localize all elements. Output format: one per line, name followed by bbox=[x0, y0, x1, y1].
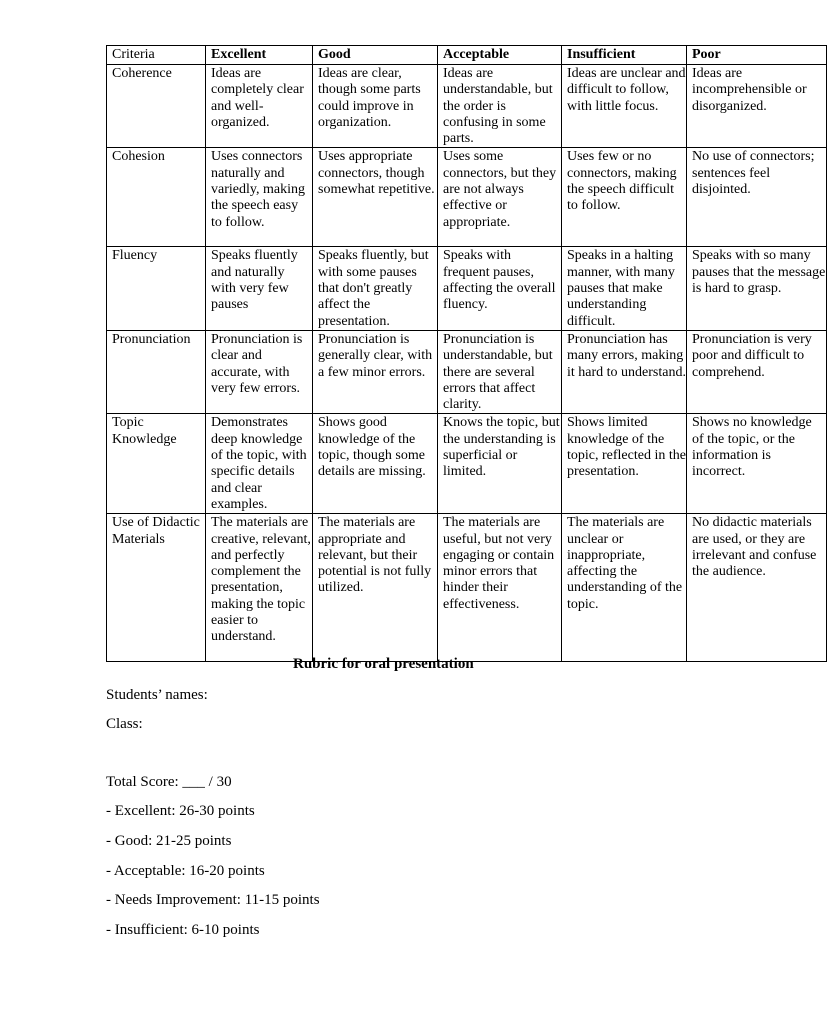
score-band-excellent: - Excellent: 26-30 points bbox=[106, 803, 255, 819]
rating-cell-poor: No use of connectors; sentences feel disjointed. bbox=[687, 148, 827, 247]
table-row bbox=[107, 514, 827, 662]
table-row bbox=[107, 65, 827, 148]
score-band-good: - Good: 21-25 points bbox=[106, 833, 232, 849]
rating-cell-insufficient: Pronunciation has many errors, making it hard to understand. bbox=[562, 330, 687, 413]
rating-cell-acceptable: Ideas are understandable, but the order is confusing in some parts. bbox=[438, 65, 562, 148]
criterion-cell: Cohesion bbox=[107, 148, 206, 247]
table-row bbox=[107, 247, 827, 330]
table-caption: Rubric for oral presentation bbox=[293, 656, 474, 672]
rating-cell-good: Speaks fluently, but with some pauses that don't greatly affect the presentation. bbox=[313, 247, 438, 330]
rating-cell-poor: Pronunciation is very poor and difficult to comprehend. bbox=[687, 330, 827, 413]
criterion-cell: Use of Didactic Materials bbox=[107, 514, 206, 662]
rating-cell-good: Shows good knowledge of the topic, though some details are missing. bbox=[313, 414, 438, 514]
rating-cell-excellent: Speaks fluently and naturally with very few pauses bbox=[206, 247, 313, 330]
rating-cell-poor: Speaks with so many pauses that the message is hard to grasp. bbox=[687, 247, 827, 330]
criterion-cell: Fluency bbox=[107, 247, 206, 330]
rating-cell-acceptable: Speaks with frequent pauses, affecting the overall fluency. bbox=[438, 247, 562, 330]
rubric-header-row bbox=[107, 46, 827, 65]
rating-cell-insufficient: Shows limited knowledge of the topic, reflected in the presentation. bbox=[562, 414, 687, 514]
criterion-cell: Coherence bbox=[107, 65, 206, 148]
rating-cell-excellent: Uses connectors naturally and variedly, making the speech easy to follow. bbox=[206, 148, 313, 247]
rating-cell-acceptable: The materials are useful, but not very engaging or contain minor errors that hinder their effectiveness. bbox=[438, 514, 562, 662]
header-excellent: Excellent bbox=[206, 46, 313, 65]
table-row bbox=[107, 330, 827, 413]
rating-cell-acceptable: Knows the topic, but the understanding is superficial or limited. bbox=[438, 414, 562, 514]
rating-cell-insufficient: The materials are unclear or inappropriate, affecting the understanding of the topic. bbox=[562, 514, 687, 662]
rating-cell-excellent: Demonstrates deep knowledge of the topic, with specific details and clear examples. bbox=[206, 414, 313, 514]
rating-cell-poor: Ideas are incomprehensible or disorganized. bbox=[687, 65, 827, 148]
rating-cell-good: Ideas are clear, though some parts could improve in organization. bbox=[313, 65, 438, 148]
header-good: Good bbox=[313, 46, 438, 65]
header-insufficient: Insufficient bbox=[562, 46, 687, 65]
table-row bbox=[107, 414, 827, 514]
rating-cell-poor: Shows no knowledge of the topic, or the information is incorrect. bbox=[687, 414, 827, 514]
criterion-cell: Pronunciation bbox=[107, 330, 206, 413]
rating-cell-good: Pronunciation is generally clear, with a few minor errors. bbox=[313, 330, 438, 413]
rating-cell-insufficient: Speaks in a halting manner, with many pauses that make understanding difficult. bbox=[562, 247, 687, 330]
rating-cell-insufficient: Uses few or no connectors, making the speech difficult to follow. bbox=[562, 148, 687, 247]
header-acceptable: Acceptable bbox=[438, 46, 562, 65]
header-criteria: Criteria bbox=[107, 46, 206, 65]
rating-cell-excellent: The materials are creative, relevant, and perfectly complement the presentation, making the topic easier to understand. bbox=[206, 514, 313, 662]
score-band-needs-improvement: - Needs Improvement: 11-15 points bbox=[106, 892, 320, 908]
rating-cell-good: Uses appropriate connectors, though somewhat repetitive. bbox=[313, 148, 438, 247]
criterion-cell: Topic Knowledge bbox=[107, 414, 206, 514]
students-names-line: Students’ names: bbox=[106, 687, 208, 703]
rating-cell-good: The materials are appropriate and relevant, but their potential is not fully utilized. bbox=[313, 514, 438, 662]
score-band-acceptable: - Acceptable: 16-20 points bbox=[106, 863, 265, 879]
total-score-line: Total Score: ___ / 30 bbox=[106, 774, 232, 790]
class-line: Class: bbox=[106, 716, 143, 732]
rating-cell-insufficient: Ideas are unclear and difficult to follow, with little focus. bbox=[562, 65, 687, 148]
header-poor: Poor bbox=[687, 46, 827, 65]
rating-cell-acceptable: Pronunciation is understandable, but there are several errors that affect clarity. bbox=[438, 330, 562, 413]
score-band-insufficient: - Insufficient: 6-10 points bbox=[106, 922, 260, 938]
table-row bbox=[107, 148, 827, 247]
rating-cell-excellent: Pronunciation is clear and accurate, with very few errors. bbox=[206, 330, 313, 413]
rating-cell-poor: No didactic materials are used, or they are irrelevant and confuse the audience. bbox=[687, 514, 827, 662]
rating-cell-acceptable: Uses some connectors, but they are not always effective or appropriate. bbox=[438, 148, 562, 247]
rubric-table bbox=[106, 45, 827, 662]
rating-cell-excellent: Ideas are completely clear and well-organized. bbox=[206, 65, 313, 148]
